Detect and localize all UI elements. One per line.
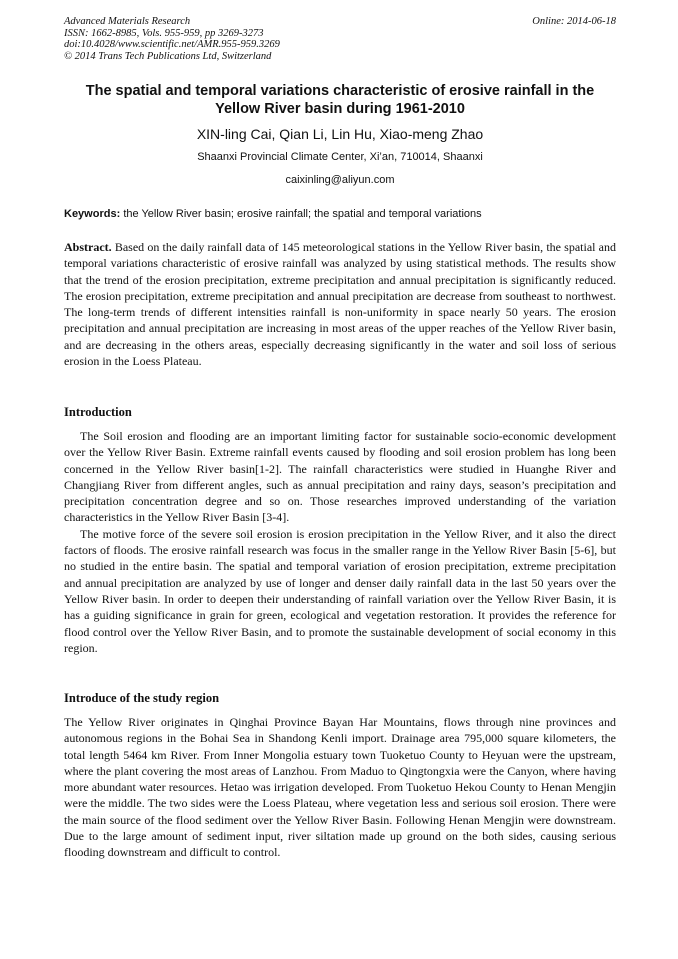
abstract-label: Abstract. bbox=[64, 240, 112, 254]
journal-name: Advanced Materials Research bbox=[64, 16, 191, 27]
author-list: XIN-ling Cai, Qian Li, Lin Hu, Xiao-meng Zhao bbox=[196, 126, 484, 142]
doi-line: doi:10.4028/www.scientific.net/AMR.955-959.3269 bbox=[64, 39, 280, 50]
introduction-body bbox=[64, 428, 616, 656]
author-email: caixinling@aliyun.com bbox=[285, 174, 395, 186]
introduction-heading: Introduction bbox=[64, 405, 132, 419]
affiliation: Shaanxi Provincial Climate Center, Xi’an, 710014, Shaanxi bbox=[197, 151, 483, 163]
study-region-body bbox=[64, 714, 616, 861]
paper-title: The spatial and temporal variations characteristic of erosive rainfall in the Yellow River basin during 1961-2010 bbox=[85, 83, 595, 117]
issn-line: ISSN: 1662-8985, Vols. 955-959, pp 3269-3273 bbox=[64, 27, 264, 39]
keywords-text: the Yellow River basin; erosive rainfall; the spatial and temporal variations bbox=[123, 208, 482, 220]
keywords-label: Keywords: bbox=[64, 208, 121, 220]
introduction-paragraph: The Soil erosion and flooding are an important limiting factor for sustainable socio-economic development over the Yellow River Basin. Extreme rainfall events caused by flooding and soil erosion problem has long been concerned in the Yellow River basin[1-2]. The rainfall characteristics were studied in Huanghe River and Changjiang River from different angles, such as annual precipitation and rainy days, season’s precipitation and precipitation concentration degree and so on. Those researches improved understanding of the variation characteristics in the Yellow River Basin [3-4]. bbox=[64, 429, 616, 525]
abstract-text: Based on the daily rainfall data of 145 meteorological stations in the Yellow River basin, the spatial and temporal variations characteristic of erosive rainfall was analyzed by using statistical methods. The results show that the trend of the erosion precipitation, extreme precipitation and annual precipitation is significantly reduced. The erosion precipitation, extreme precipitation and annual precipitation are decrease from southeast to northwest. The long-term trends of different intensities rainfall is non-uniformity in space nearly 50 years. The erosion precipitation and annual precipitation are increasing in most areas of the upper reaches of the Yellow River basin, and are decreasing in the others areas, especially decreasing significantly in the water and soil loss of serious erosion in the Loess Plateau. bbox=[64, 240, 617, 369]
study-region-heading: Introduce of the study region bbox=[64, 691, 220, 705]
online-date: Online: 2014-06-18 bbox=[532, 16, 616, 27]
copyright-line: © 2014 Trans Tech Publications Ltd, Switzerland bbox=[64, 50, 272, 62]
abstract bbox=[64, 239, 616, 369]
keywords bbox=[64, 207, 616, 221]
publication-header bbox=[64, 16, 616, 62]
study-region-paragraph: The Yellow River originates in Qinghai Province Bayan Har Mountains, flows through nine provinces and autonomous regions in the Bohai Sea in Shandong Kenli import. Drainage area 795,000 square kilometers, the total length 5464 km River. From Inner Mongolia estuary town Tuoketuo County to Heyuan were the upstream, where the plant covering the most areas of Lanzhou. From Maduo to Qingtongxia were the Canyon, where having more abundant water resources. Hetao was irrigation developed. From Tuoketuo Hekou County to Henan Mengjin were the middle. The two sides were the Loess Plateau, where vegetation less and serious soil erosion. There were the main source of the flood sediment over the Yellow River Basin. Following Henan Mengjin were downstream. Due to the large amount of sediment input, river siltation made up ground on the both sides, causing serious flooding downstream and difficult to control. bbox=[64, 715, 616, 860]
introduction-paragraph: The motive force of the severe soil erosion is erosion precipitation in the Yellow River, and it also the direct factors of floods. The erosive rainfall research was focus in the smaller range in the Yellow River Basin [5-6], but no studied in the entire basin. The spatial and temporal variation of erosion precipitation, extreme precipitation and annual precipitation are analyzed by use of longer and denser daily rainfall data in the last 50 years over the Yellow River basin. In order to deepen their understanding of rainfall variation over the Yellow River Basin, it is has a guiding significance in grain for green, ecological and vegetation restoration. It provides the reference for flood control over the Yellow River Basin, and to promote the sustainable development of social economy in this region. bbox=[64, 526, 616, 655]
